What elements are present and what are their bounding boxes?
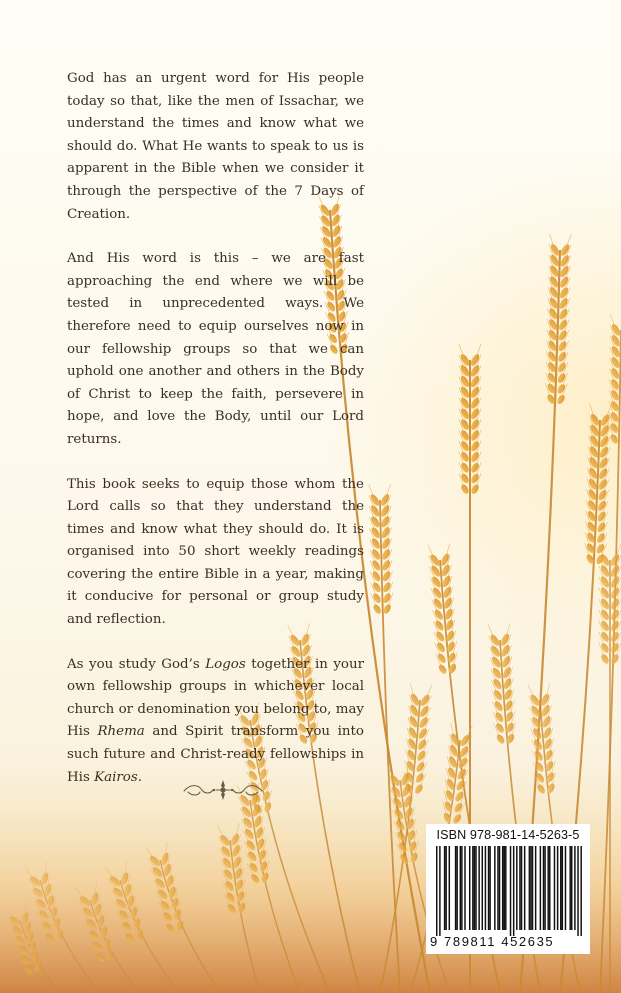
blurb-paragraph-1 bbox=[67, 68, 364, 226]
blurb-paragraph-4-end: . bbox=[137, 769, 142, 785]
blurb-paragraph-4-part-3: and Spirit transform you into such future and Christ-ready fellowships in His bbox=[67, 724, 364, 785]
isbn-number: ISBN 978-981-14-5263-5 bbox=[436, 828, 580, 842]
kairos-word: Kairos bbox=[94, 769, 138, 785]
blurb-paragraph-1-text: God has an urgent word for His people today so that, like the men of Issachar, we understand the times and know what we should do. What He wants to speak to us is apparent in the Bible when we consider it through the perspective of the 7 Days of Creation. bbox=[67, 71, 364, 222]
blurb-paragraph-2-text: And His word is this – we are fast approaching the end where we will be tested in unprecedented ways. We therefore need to equip ourselves now in our fellowship groups so that we can uphold one another and others in the Body of Christ to keep the faith, persevere in hope, and love the Body, until our Lord returns. bbox=[67, 251, 364, 447]
blurb-paragraph-4-part-1: As you study God’s bbox=[67, 656, 206, 672]
fleuron-divider-icon bbox=[180, 778, 266, 802]
barcode-digits: 9 789811 452635 bbox=[430, 934, 555, 949]
blurb-paragraph-3 bbox=[67, 474, 364, 632]
barcode-bars bbox=[436, 846, 582, 936]
blurb-paragraph-3-text: This book seeks to equip those whom the Lord calls so that they understand the times and know what they should do. It is organised into 50 short weekly readings covering the entire Bible in a year, making it conducive for personal or group study and reflection. bbox=[67, 476, 364, 628]
blurb-paragraph-4 bbox=[67, 654, 364, 790]
blurb-paragraph-4-part-2: together in your own fellowship groups in whichever local church or denomination you belong to, may His bbox=[67, 656, 364, 740]
isbn-barcode bbox=[426, 824, 590, 954]
blurb-text bbox=[67, 68, 364, 811]
blurb-paragraph-2 bbox=[67, 248, 364, 451]
rhema-word: Rhema bbox=[97, 724, 145, 740]
logos-word: Logos bbox=[205, 656, 246, 672]
